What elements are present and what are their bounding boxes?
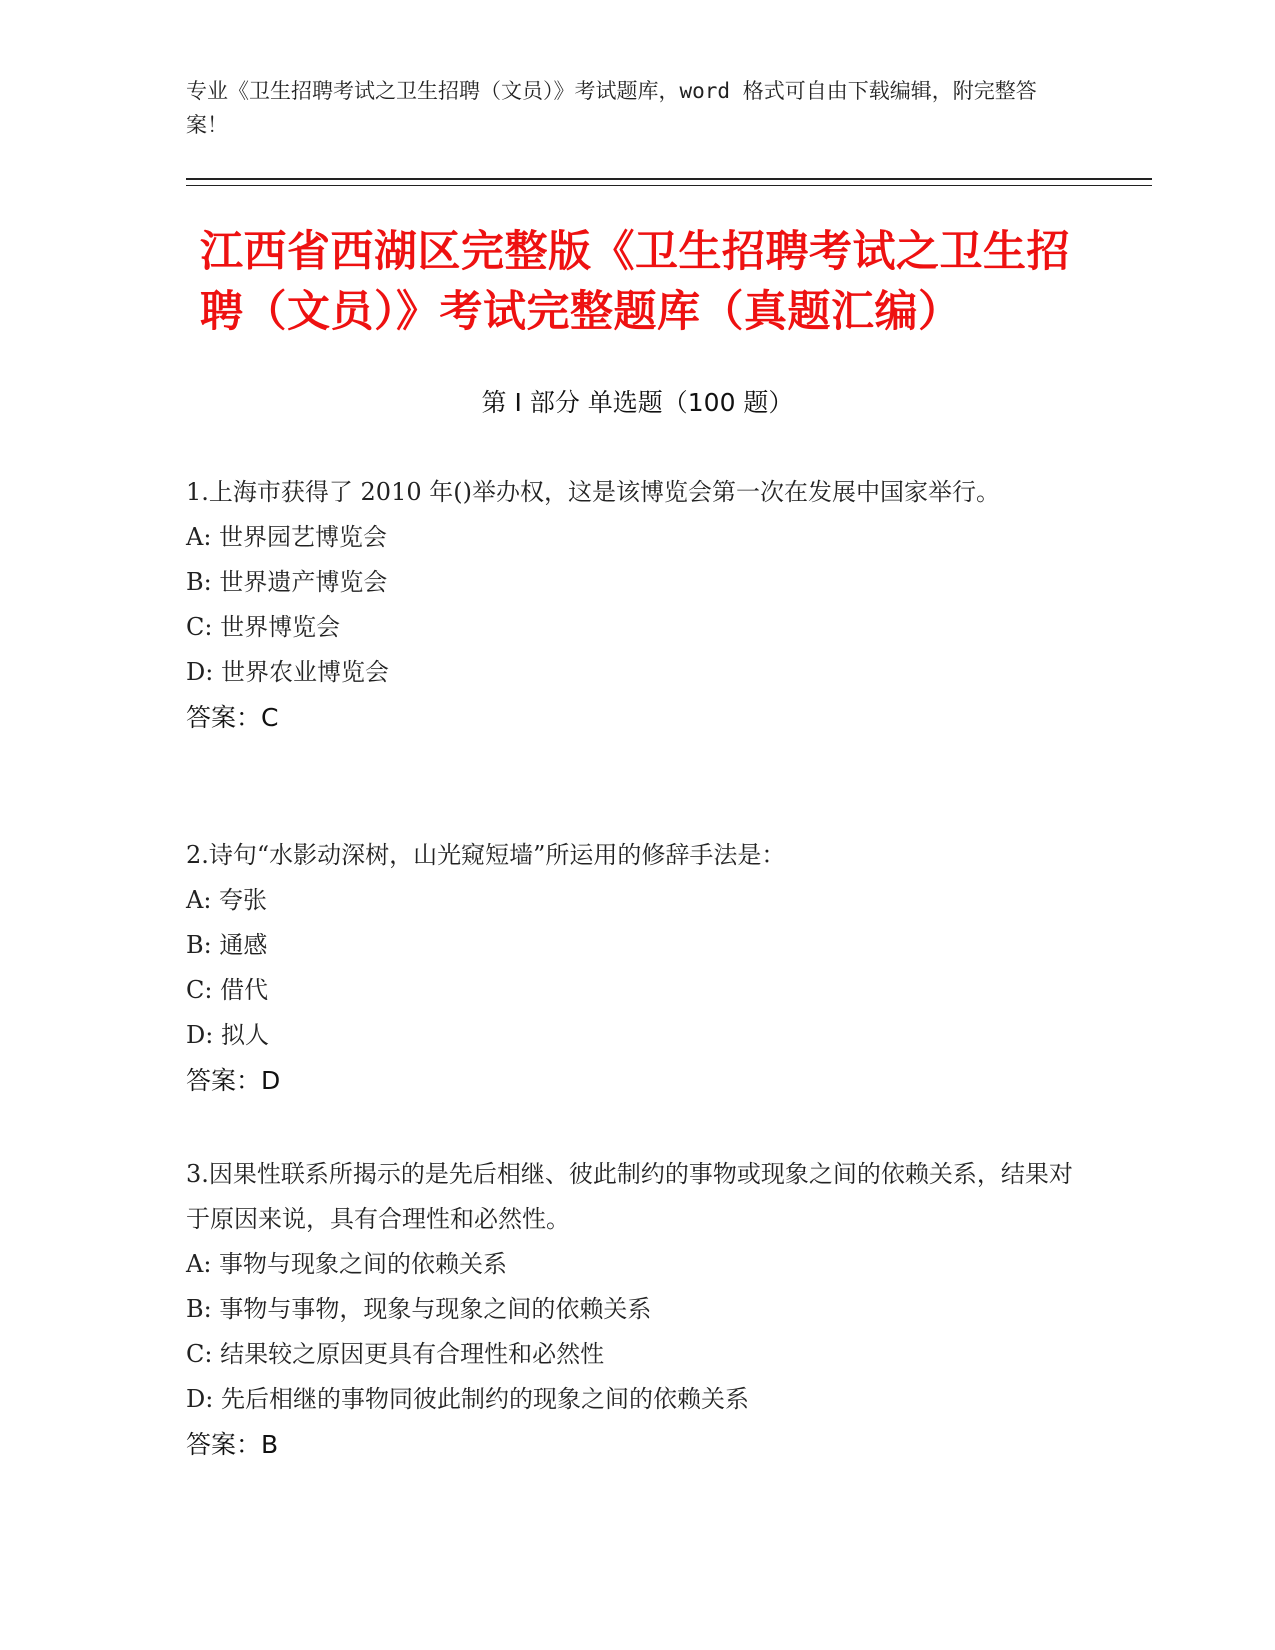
option-b: B: 世界遗产博览会 [186,568,388,596]
question-2 [186,833,1086,1103]
option-c: C: 结果较之原因更具有合理性和必然性 [186,1340,605,1368]
header-divider-thick [186,178,1152,180]
question-stem: 2.诗句“水影动深树，山光窥短墙”所运用的修辞手法是： [186,841,786,869]
option-c: C: 借代 [186,976,269,1004]
question-3 [186,1152,1086,1467]
option-b: B: 事物与事物，现象与现象之间的依赖关系 [186,1295,652,1323]
option-a: A: 世界园艺博览会 [186,523,388,551]
header-note: 专业《卫生招聘考试之卫生招聘（文员）》考试题库，word 格式可自由下载编辑，附完整答案！ [186,79,1037,137]
option-c: C: 世界博览会 [186,613,341,641]
option-a: A: 事物与现象之间的依赖关系 [186,1250,508,1278]
option-d: D: 先后相继的事物同彼此制约的现象之间的依赖关系 [186,1385,749,1413]
option-a: A: 夸张 [186,886,268,914]
section-title: 第 I 部分 单选题（100 题） [481,388,794,417]
option-d: D: 拟人 [186,1021,269,1049]
question-stem: 1.上海市获得了 2010 年()举办权，这是该博览会第一次在发展中国家举行。 [186,478,1000,506]
document-title: 江西省西湖区完整版《卫生招聘考试之卫生招聘（文员）》考试完整题库（真题汇编） [200,227,1070,337]
option-b: B: 通感 [186,931,268,959]
answer: 答案：B [186,1430,279,1459]
header-divider-thin [186,185,1152,186]
answer: 答案：C [186,703,279,732]
question-1 [186,470,1086,740]
question-stem: 3.因果性联系所揭示的是先后相继、彼此制约的事物或现象之间的依赖关系，结果对于原因来说，具有合理性和必然性。 [186,1160,1073,1233]
answer: 答案：D [186,1066,281,1095]
option-d: D: 世界农业博览会 [186,658,389,686]
